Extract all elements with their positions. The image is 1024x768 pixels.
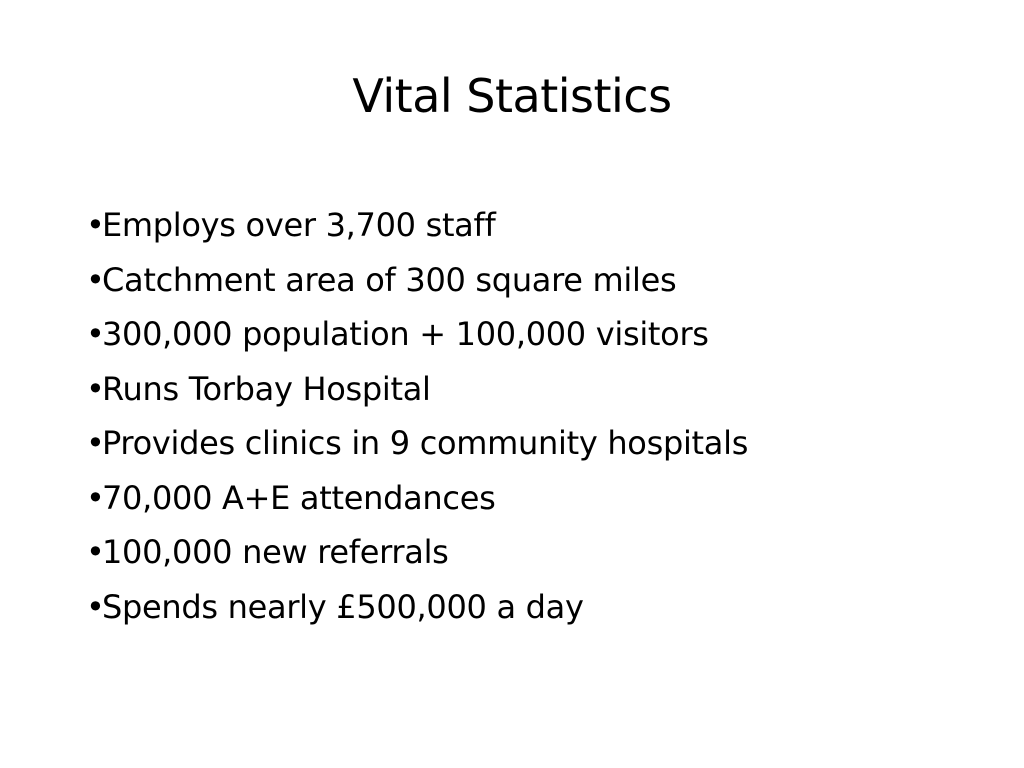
bullet-glyph: • (86, 533, 105, 571)
bullet-list (86, 198, 986, 634)
bullet-item (86, 416, 986, 471)
bullet-glyph: • (86, 315, 105, 353)
bullet-glyph: • (86, 260, 105, 299)
bullet-item (86, 362, 986, 417)
bullet-item (86, 471, 986, 526)
bullet-text: Spends nearly £500,000 a day (102, 587, 584, 626)
bullet-text: Provides clinics in 9 community hospitals (102, 424, 749, 462)
bullet-item (86, 525, 986, 580)
bullet-glyph: • (86, 587, 105, 626)
bullet-item (86, 307, 986, 362)
bullet-glyph: • (86, 424, 105, 462)
bullet-glyph: • (86, 478, 105, 517)
bullet-item (86, 580, 986, 635)
bullet-text: 100,000 new referrals (102, 533, 449, 571)
bullet-text: Catchment area of 300 square miles (102, 260, 677, 299)
slide-title: Vital Statistics (352, 69, 672, 123)
bullet-text: 70,000 A+E attendances (102, 478, 496, 517)
bullet-text: 300,000 population + 100,000 visitors (102, 315, 709, 353)
bullet-text: Runs Torbay Hospital (102, 369, 431, 408)
bullet-glyph: • (86, 206, 105, 244)
bullet-item (86, 253, 986, 308)
bullet-text: Employs over 3,700 staff (102, 206, 496, 244)
bullet-item (86, 198, 986, 253)
bullet-glyph: • (86, 369, 105, 408)
